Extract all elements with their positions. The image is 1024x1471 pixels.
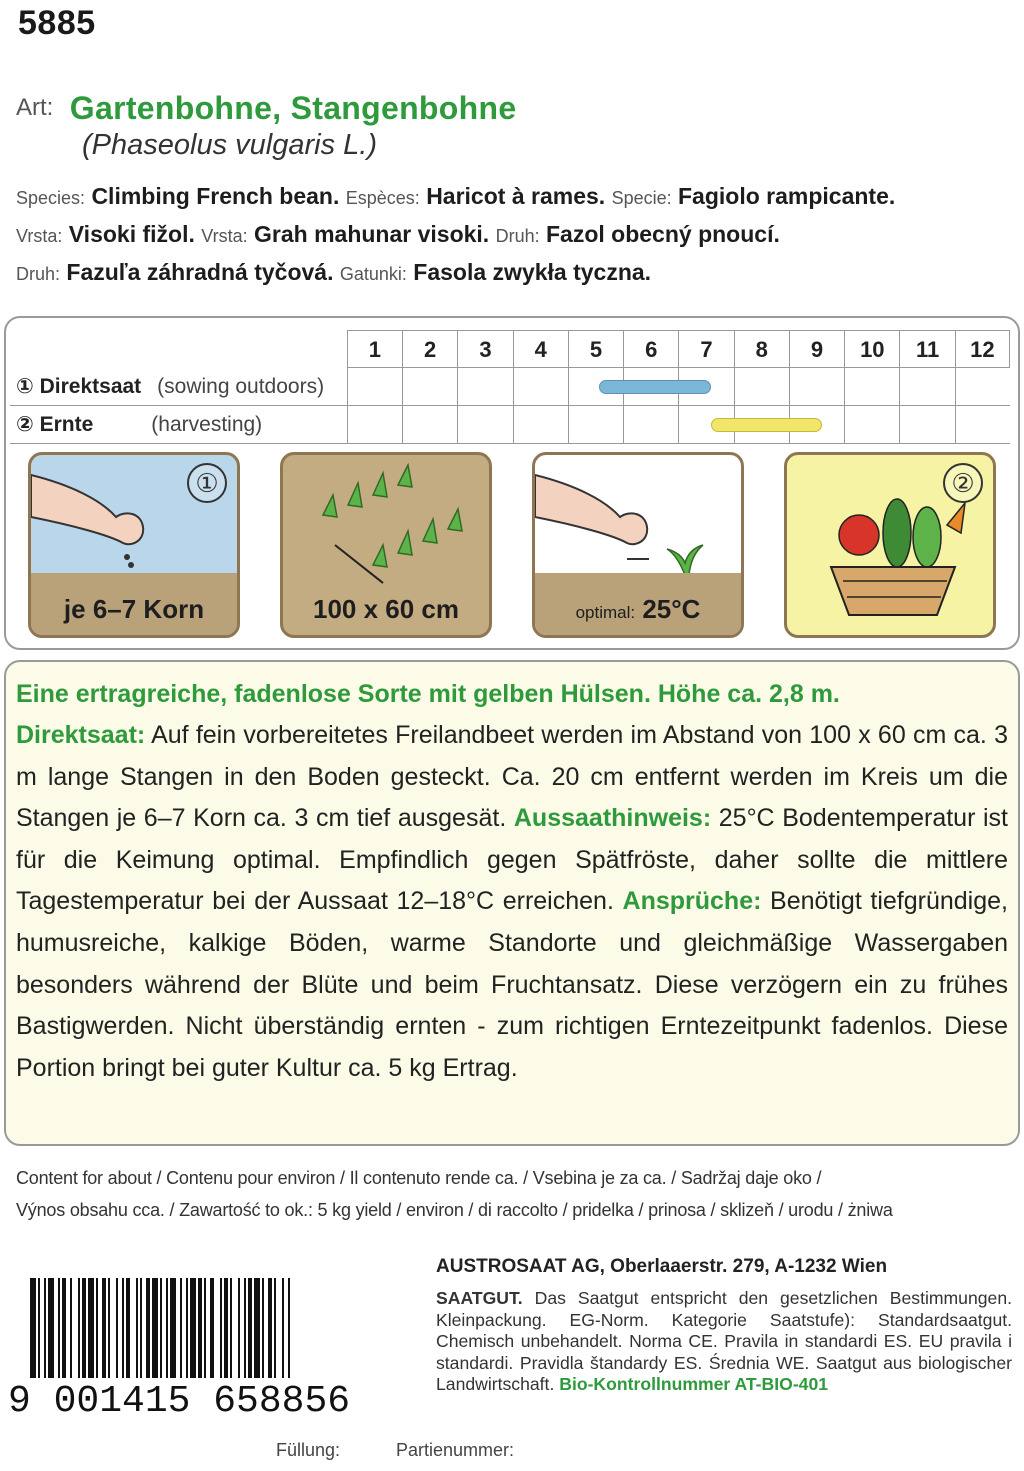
variety-summary: Eine ertragreiche, fadenlose Sorte mit gelben Hülsen. Höhe ca. 2,8 m. [16,680,840,708]
species-value: Fasola zwykła tyczna. [413,259,652,285]
month-label: 10 [844,330,899,368]
barcode-icon [10,1278,414,1388]
barcode-bar [30,1278,36,1378]
barcode-bar [198,1278,202,1378]
month-label: 6 [623,330,678,368]
row-label: ② Ernte [16,413,94,436]
species-translations [16,178,1016,292]
barcode-bar [38,1278,40,1378]
calendar-header-row [10,330,1010,368]
barcode-bar [170,1278,176,1378]
species-line [16,216,1016,254]
calendar-row-sowing [10,368,1010,406]
harvest-period-bar [711,418,823,432]
seed-legal-heading: SAATGUT. [436,1288,523,1308]
barcode-bar [254,1278,260,1378]
barcode-bar [262,1278,264,1378]
species-label: Gatunki: [339,264,407,284]
species-label: Vrsta: [16,226,63,246]
pictogram-caption-small: optimal: [575,603,636,622]
barcode-bar [136,1278,138,1378]
pictogram-strip [28,452,1008,638]
row-sublabel: (sowing outdoors) [157,375,325,398]
company-address: AUSTROSAAT AG, Oberlaaerstr. 279, A-1232 Wien [436,1256,888,1277]
barcode-bar [220,1278,222,1378]
barcode-bar [152,1278,158,1378]
barcode-bar [160,1278,162,1378]
latin-name: (Phaseolus vulgaris L.) [82,129,377,161]
barcode-bar [166,1278,168,1378]
barcode-bar [230,1278,232,1378]
month-label: 5 [568,330,623,368]
pictogram-caption: 25°C [642,594,701,624]
barcode-bar [146,1278,150,1378]
barcode-bar [244,1278,246,1378]
barcode-bar [62,1278,66,1378]
row-label: ① Direktsaat [16,375,142,398]
description-panel [4,660,1020,1146]
row-sublabel: (harvesting) [151,413,263,436]
species-value: Fagiolo rampicante. [678,183,896,209]
section-text: Benötigt tiefgründige, humusreiche, kalkige Böden, warme Standorte und gleichmäßige Wassergaben besonders während der Blüte und beim Fruchtansatz. Diese verzögern ein zu frühes Bastigwerden. Nicht überständig ernten - zum richtigen Erntezeitpunkt fadenlos. Diese Portion bringt bei guter Kultur ca. 5 kg Ertrag. [16,887,1008,1082]
seed-legal-text [436,1288,1012,1396]
sowing-period-bar [599,380,711,394]
species-line [16,178,1016,216]
content-info-line: Content for about / Contenu pour environ / Il contenuto rende ca. / Vsebina je za ca. / Sadržaj daje oko / [16,1168,822,1188]
barcode-bar [44,1278,46,1378]
month-label: 11 [899,330,954,368]
species-label: Specie: [611,188,672,208]
article-code: 5885 [18,4,96,42]
month-label: 8 [734,330,789,368]
section-heading: Ansprüche: [622,887,762,916]
barcode-bar [288,1278,290,1378]
barcode-bar [96,1278,98,1378]
barcode-bar [238,1278,240,1378]
species-label: Espèces: [345,188,420,208]
species-label: Druh: [16,264,61,284]
species-line [16,254,1016,292]
barcode-bar [190,1278,196,1378]
barcode-bar [108,1278,110,1378]
pictogram-temperature [532,452,744,638]
barcode-bar [82,1278,86,1378]
month-label: 3 [457,330,512,368]
barcode-bar [102,1278,106,1378]
pictogram-caption: 100 x 60 cm [312,594,459,624]
cultivation-text [16,715,1008,1089]
pictogram-spacing [280,452,492,638]
content-info-line: Výnos obsahu cca. / Zawartość to ok.: 5 kg yield / environ / di raccolto / pridelka / prinosa / sklizeň / urodu / żniwa [16,1200,893,1220]
pictogram-harvest [784,452,996,638]
barcode-bar [180,1278,182,1378]
barcode-bar [274,1278,276,1378]
species-value: Fazol obecný pnoucí. [546,221,780,247]
species-label: Species: [16,188,86,208]
species-value: Haricot à rames. [426,183,606,209]
barcode-bar [116,1278,118,1378]
seed-legal-body: Das Saatgut entspricht den gesetzlichen Bestimmungen. Kleinpackung. EG-Norm. Kategorie Saatstufe): Standardsaatgut. Chemisch unbehandelt. Norma CE. Pravila in standardi ES. EU pravila i standardi. Pravidla štandardy ES. Średnia WE. Saatgut aus biologischer Landwirtschaft. [436,1288,1012,1395]
sowing-calendar [10,330,1010,444]
barcode-bar [210,1278,214,1378]
species-header [16,90,516,127]
barcode-bar [78,1278,80,1378]
barcode-bar [204,1278,206,1378]
barcode-bar [224,1278,228,1378]
barcode-bar [122,1278,124,1378]
barcode-bar [88,1278,94,1378]
barcode-bar [186,1278,188,1378]
section-heading: Direktsaat: [16,721,146,749]
month-label: 9 [789,330,844,368]
species-value: Fazuľa záhradná tyčová. [66,259,334,285]
month-label: 7 [678,330,733,368]
section-text: 25°C Bodentemperatur ist für die Keimung optimal. Empfindlich gegen Spätfröste, daher sollte die mittlere Tagestemperatur bei der Aussaat 12–18°C erreichen. [16,804,1008,916]
species-label: Vrsta: [201,226,248,246]
species-value: Climbing French bean. [91,183,340,209]
sowing-calendar-panel [4,316,1020,650]
barcode-bar [140,1278,142,1378]
section-heading: Aussaathinweis: [513,804,712,833]
barcode-bar [268,1278,272,1378]
species-label: Druh: [495,226,540,246]
badge-1: ① [187,463,227,503]
month-label: 12 [955,330,1010,368]
calendar-row-harvest [10,406,1010,444]
barcode-bar [126,1278,130,1378]
badge-2: ② [943,463,983,503]
barcode-bar [70,1278,72,1378]
art-label: Art: [16,94,54,121]
fill-label: Füllung: [276,1440,341,1460]
month-label: 2 [402,330,457,368]
section-text: Auf fein vorbereitetes Freilandbeet werden im Abstand von 100 x 60 cm ca. 3 m lange Stangen in den Boden gesteckt. Ca. 20 cm entfernt werden im Kreis um die Stangen je 6–7 Korn ca. 3 cm tief ausgesät. [16,721,1008,833]
barcode-number: 9 001415 658856 [8,1380,351,1423]
barcode-bar [282,1278,284,1378]
barcode-bar [58,1278,60,1378]
month-label: 4 [513,330,568,368]
species-title: Gartenbohne, Stangenbohne [69,90,517,126]
species-value: Grah mahunar visoki. [254,221,490,247]
month-label: 1 [347,330,402,368]
species-value: Visoki fižol. [68,221,195,247]
bio-control-number: Bio-Kontrollnummer AT-BIO-401 [554,1374,829,1395]
pictogram-sowing [28,452,240,638]
barcode-bar [48,1278,54,1378]
barcode-bar [248,1278,252,1378]
batch-number-label: Partienummer: [396,1440,515,1460]
pictogram-caption: je 6–7 Korn [63,594,205,624]
